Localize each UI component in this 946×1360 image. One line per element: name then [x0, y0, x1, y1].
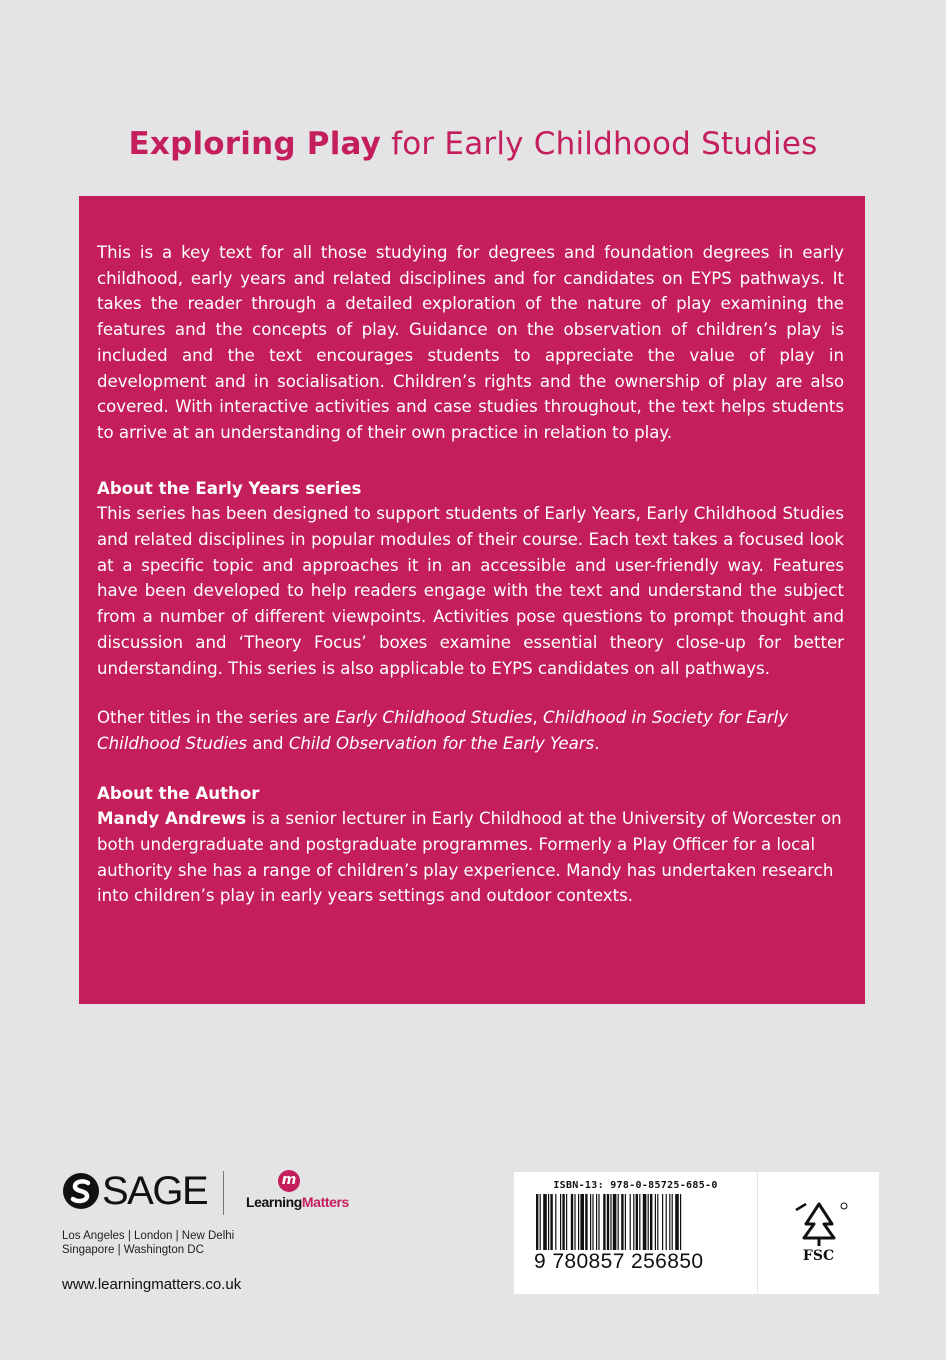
learning-matters-m-icon: m	[278, 1170, 300, 1192]
barcode-bar	[610, 1194, 611, 1250]
fsc-tree-icon	[786, 1200, 852, 1248]
barcode-bar	[650, 1194, 652, 1250]
author-heading: About the Author	[97, 783, 260, 803]
other-title-1: Early Childhood Studies	[335, 708, 533, 728]
barcode-bar	[680, 1194, 681, 1250]
author-name: Mandy Andrews	[97, 809, 247, 829]
other-titles	[97, 705, 844, 756]
barcode-bar	[550, 1194, 552, 1250]
sage-s-icon	[62, 1172, 100, 1210]
barcode-bar	[613, 1194, 617, 1250]
other-title-3: Child Observation for the Early Years	[288, 733, 595, 753]
barcode-bar	[666, 1194, 667, 1250]
barcode-bar	[636, 1194, 638, 1250]
barcode-bar	[596, 1194, 597, 1250]
barcode-bar	[630, 1194, 631, 1250]
book-title	[0, 126, 946, 162]
series-heading: About the Early Years series	[97, 478, 362, 498]
barcode-bar	[675, 1194, 679, 1250]
barcode-bar	[543, 1194, 547, 1250]
barcode-bar	[643, 1194, 647, 1250]
publisher-website[interactable]: www.learningmatters.co.uk	[62, 1276, 242, 1293]
publisher-cities	[62, 1229, 234, 1257]
barcode-bar	[555, 1194, 556, 1250]
barcode-digits: 9 780857 256850	[534, 1250, 704, 1273]
barcode-bar	[560, 1194, 561, 1250]
isbn-label: ISBN-13: 978-0-85725-685-0	[553, 1180, 718, 1191]
barcode-bar	[603, 1194, 605, 1250]
other-titles-sep: ,	[532, 708, 543, 728]
barcode-bar	[574, 1194, 575, 1250]
barcode-bar	[590, 1194, 591, 1250]
book-description: This is a key text for all those studying for degrees and foundation degrees in early childhood, early years and related disciplines and for candidates on EYPS pathways. It takes the reader through a detailed exploration of the nature of play examining the features and the concepts of play. Guidance on the observation of children’s play is included and the text encourages students to appreciate the value of play in development and in socialisation. Children’s rights and the ownership of play are also covered. With interactive activities and case studies throughout, the text helps students to arrive at an understanding of their own practice in relation to play.	[97, 243, 844, 442]
learning-matters-wordmark	[246, 1194, 349, 1210]
author-bio-text: is a senior lecturer in Early Childhood at the University of Worcester on both undergraduate and postgraduate programmes. Formerly a Play Officer for a local authority she has a range of children’s play experience. Mandy has undertaken research into children’s play in early years settings and outdoor contexts.	[97, 809, 847, 906]
author-bio	[97, 806, 847, 909]
other-titles-sep: and	[247, 733, 289, 753]
matters-word: Matters	[301, 1194, 349, 1210]
cities-line-1: Los Angeles | London | New Delhi	[62, 1230, 235, 1242]
barcode-bar	[648, 1194, 649, 1250]
barcode-bar	[607, 1194, 609, 1250]
book-title-rest: for Early Childhood Studies	[381, 126, 818, 162]
book-title-bold: Exploring Play	[128, 126, 382, 162]
sage-wordmark: SAGE	[102, 1169, 208, 1213]
barcode-bar	[669, 1194, 670, 1250]
barcode-bar	[662, 1194, 663, 1250]
barcode-bar	[621, 1194, 623, 1250]
barcode-bar	[548, 1194, 549, 1250]
barcode-bar	[657, 1194, 658, 1250]
barcode-bar	[540, 1194, 541, 1250]
barcode-bar	[566, 1194, 567, 1250]
barcode-box	[514, 1172, 757, 1294]
publisher-block	[62, 1168, 362, 1318]
barcode-bar	[672, 1194, 673, 1250]
other-titles-intro: Other titles in the series are	[97, 708, 336, 728]
learning-word: Learning	[246, 1194, 302, 1210]
barcode-bar	[578, 1194, 579, 1250]
other-title-2: Childhood in Society for Early Childhood Studies	[97, 708, 789, 753]
barcode-bar	[585, 1194, 587, 1250]
series-description: This series has been designed to support students of Early Years, Early Childhood Studies and related disciplines in popular modules of their course. Each text takes a focused look at a specific topic and approaches it in an accessible and user-friendly way. Features have been developed to help readers engage with the text and understand the subject from a number of different viewpoints. Activities pose questions to prompt thought and discussion and ‘Theory Focus’ boxes examine essential theory close-up for better understanding. This series is also applicable to EYPS candidates on all pathways.	[97, 504, 844, 678]
fsc-box	[758, 1172, 879, 1294]
barcode-bar	[580, 1194, 584, 1250]
learning-matters-logo	[246, 1170, 366, 1214]
sage-logo	[62, 1170, 207, 1212]
barcode-bar	[592, 1194, 593, 1250]
blurb-panel	[79, 196, 865, 1004]
cities-line-2: Singapore | Washington DC	[62, 1244, 204, 1256]
barcode-bar	[571, 1194, 573, 1250]
barcode-bar	[536, 1194, 538, 1250]
fsc-label: FSC	[802, 1248, 835, 1264]
barcode-bar	[633, 1194, 634, 1250]
barcode-bar	[562, 1194, 564, 1250]
barcode-bar	[639, 1194, 640, 1250]
barcode-bar	[598, 1194, 599, 1250]
barcode-bar	[618, 1194, 619, 1250]
logo-divider	[223, 1171, 224, 1215]
barcode-bar	[625, 1194, 626, 1250]
barcode-bars	[536, 1194, 736, 1250]
other-titles-end: .	[594, 733, 600, 753]
barcode-bar	[655, 1194, 656, 1250]
